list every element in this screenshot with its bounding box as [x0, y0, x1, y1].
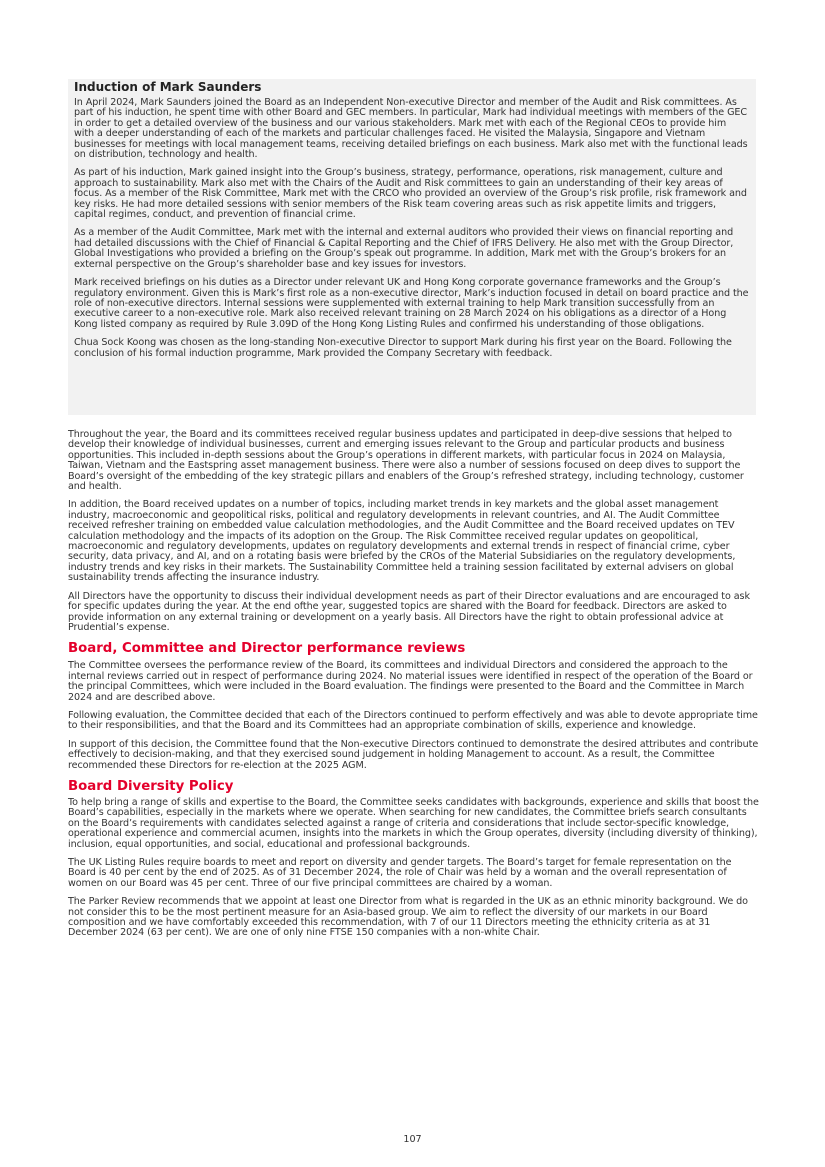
diversity-paragraph: The Parker Review recommends that we appoint at least one Director from what is regarded in the UK as an ethnic minority background. We do not consider this to be the most pertinent measure for an Asia-based group. We aim to reflect the diversity of our markets in our Board composition and we have comfortably exceeded this recommendation, with 7 of our 11 Directors meeting the ethnicity criteria as at 31 December 2024 (63 per cent). We are one of only nine FTSE 150 companies with a non-white Chair. — [68, 896, 748, 939]
induction-title: Induction of Mark Saunders — [74, 80, 262, 94]
performance-paragraph: The Committee oversees the performance review of the Board, its committees and individual Directors and considered the approach to the internal reviews carried out in respect of performance during 2024. No material issues were identified in respect of the operation of the Board or the principal Committees, which were included in the Board evaluation. The findings were presented to the Board and the Committee in March 2024 and are described above. — [68, 660, 753, 703]
main-content — [68, 430, 760, 947]
development-paragraph: In addition, the Board received updates on a number of topics, including market trends in key markets and the global asset management industry, macroeconomic and geopolitical risks, political and regulatory developments in relevant countries, and AI. The Audit Committee received refresher training on embedded value calculation methodologies, and the Audit Committee and the Board received updates on TEV calculation methodology and the impacts of its adoption on the Group. The Risk Committee received regular updates on geopolitical, macroeconomic and regulatory developments, updates on regulatory developments and external trends in respect of financial crime, cyber security, data privacy, and AI, and on a rotating basis were briefed by the CROs of the Material Subsidiaries on the regulatory developments, industry trends and key risks in their markets. The Sustainability Committee held a training session facilitated by external advisers on global sustainability trends affecting the insurance industry. — [68, 499, 736, 584]
induction-paragraph: Chua Sock Koong was chosen as the long-standing Non-executive Director to support Mark during his first year on the Board. Following the conclusion of his formal induction programme, Mark provided the Company Secretary with feedback. — [74, 337, 732, 359]
induction-paragraph: As a member of the Audit Committee, Mark met with the internal and external auditors who provided their views on financial reporting and had detailed discussions with the Chief of Financial & Capital Reporting and the Chief of IFRS Delivery. He also met with the Group Director, Global Investigations who provided a briefing on the Group’s speak out programme. In addition, Mark met with the Group’s brokers for an external perspective on the Group’s shareholder base and key issues for investors. — [74, 227, 734, 270]
diversity-paragraph: The UK Listing Rules require boards to meet and report on diversity and gender targets. The Board’s target for female representation on the Board is 40 per cent by the end of 2025. As of 31 December 2024, the role of Chair was held by a woman and the overall representation of women on our Board was 45 per cent. Three of our five principal committees are chaired by a woman. — [68, 857, 732, 889]
induction-paragraph: As part of his induction, Mark gained insight into the Group’s business, strategy, performance, operations, risk management, culture and approach to sustainability. Mark also met with the Chairs of the Audit and Risk committees to gain an understanding of their key areas of focus. As a member of the Risk Committee, Mark met with the CRCO who provided an overview of the Group’s risk profile, risk framework and key risks. He had more detailed sessions with senior members of the Risk team covering areas such as risk appetite limits and triggers, capital regimes, conduct, and prevention of financial crime. — [74, 167, 747, 221]
page-number: 107 — [403, 1134, 422, 1145]
diversity-policy-heading: Board Diversity Policy — [68, 778, 234, 794]
performance-paragraph: Following evaluation, the Committee decided that each of the Directors continued to perform effectively and was able to devote appropriate time to their responsibilities, and that the Board and its Committees had an appropriate combination of skills, experience and knowledge. — [68, 709, 758, 732]
performance-reviews-heading: Board, Committee and Director performance reviews — [68, 641, 466, 657]
development-paragraph: All Directors have the opportunity to discuss their individual development needs as part of their Director evaluations and are encouraged to ask for specific updates during the year. At the end ofthe year, suggested topics are shared with the Board for feedback. Directors are asked to provide information on any external training or development on a yearly basis. All Directors have the right to obtain professional advice at Prudential’s expense. — [68, 590, 750, 633]
development-paragraph: Throughout the year, the Board and its committees received regular business updates and participated in deep-dive sessions that helped to develop their knowledge of individual businesses, current and emerging issues relevant to the Group and particular products and business opportunities. This included in-depth sessions about the Group’s operations in different markets, with particular focus in 2024 on Malaysia, Taiwan, Vietnam and the Eastspring asset management business. There were also a number of sessions focused on deep dives to support the Board’s oversight of the embedding of the key strategic pillars and enablers of the Group’s refreshed strategy, including technology, customer and health. — [68, 429, 744, 493]
induction-paragraph: Mark received briefings on his duties as a Director under relevant UK and Hong Kong corporate governance frameworks and the Group’s regulatory environment. Given this is Mark’s first role as a non-executive director, Mark’s induction focused in detail on board practice and the role of non-executive directors. Internal sessions were supplemented with external training to help Mark transition successfully from an executive career to a non-executive role. Mark also received relevant training on 28 March 2024 on his obligations as a director of a Hong Kong listed company as required by Rule 3.09D of the Hong Kong Listing Rules and confirmed his understanding of those obligations. — [74, 277, 749, 330]
performance-paragraph: In support of this decision, the Committee found that the Non-executive Directors continued to demonstrate the desired attributes and contribute effectively to decision-making, and that they exercised sound judgement in holding Management to account. As a result, the Committee recommended these Directors for re-election at the 2025 AGM. — [68, 738, 759, 771]
induction-boxout — [68, 79, 756, 415]
diversity-paragraph: To help bring a range of skills and expertise to the Board, the Committee seeks candidates with backgrounds, experience and skills that boost the Board’s capabilities, especially in the markets where we operate. When searching for new candidates, the Committee briefs search consultants on the Board’s requirements with candidates selected against a range of criteria and considerations that include sector-specific knowledge, operational experience and commercial acumen, insights into the markets in which the Group operates, diversity (including diversity of thinking), inclusion, equal opportunities, and social, educational and professional backgrounds. — [68, 796, 759, 850]
induction-paragraph: In April 2024, Mark Saunders joined the Board as an Independent Non-executive Director and member of the Audit and Risk committees. As part of his induction, he spent time with other Board and GEC members. In particular, Mark had individual meetings with members of the GEC in order to get a detailed overview of the business and our various stakeholders. Mark met with each of the Regional CEOs to provide him with a deeper understanding of each of the markets and particular challenges faced. He visited the Malaysia, Singapore and Vietnam businesses for meetings with local management teams, receiving detailed briefings on each business. Mark also met with the functional leads on distribution, technology and health. — [74, 97, 748, 161]
